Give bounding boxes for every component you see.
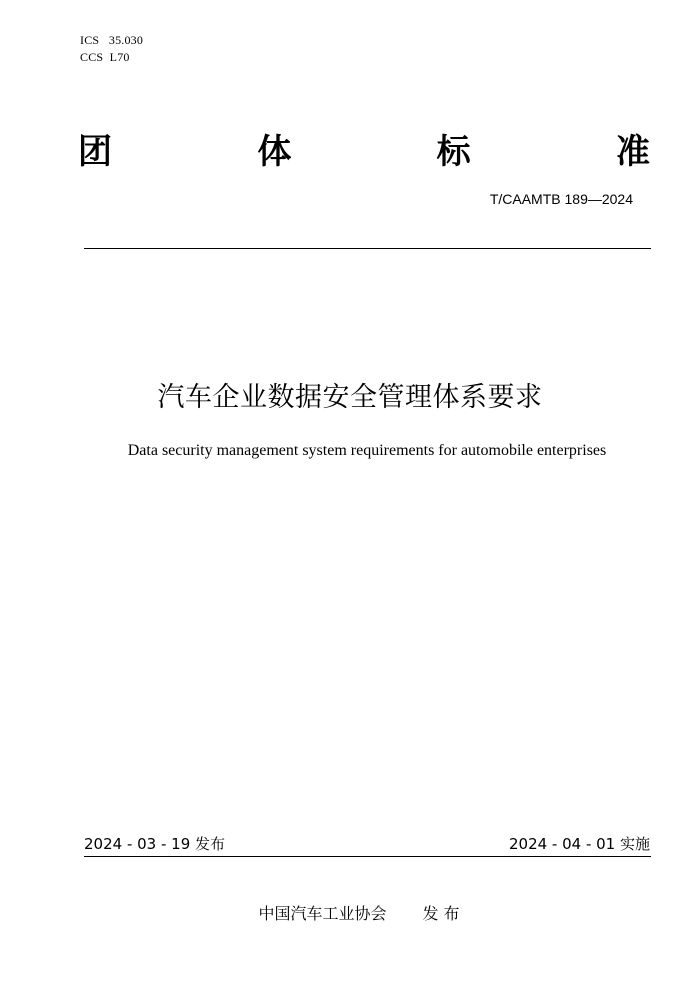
- title-chinese: 汽车企业数据安全管理体系要求: [157, 382, 543, 413]
- bottom-divider: [84, 856, 651, 857]
- standard-type-char: 团: [78, 132, 112, 172]
- issue-date: 2024 - 03 - 19 发布: [84, 835, 226, 853]
- standard-type-char: 体: [257, 132, 292, 172]
- publisher-line: [0, 903, 700, 925]
- top-divider: [84, 248, 651, 249]
- standard-type-char: 准: [615, 132, 650, 172]
- ics-code: ICS 35.030: [80, 33, 144, 47]
- standard-number: T/CAAMTB 189—2024: [489, 191, 633, 207]
- standard-type-heading: [78, 130, 650, 174]
- title-english: Data security management system requirements for automobile enterprises: [127, 442, 607, 459]
- standard-type-char: 标: [436, 132, 471, 172]
- publisher-action: 发 布: [422, 904, 460, 923]
- implementation-date: 2024 - 04 - 01 实施: [508, 835, 650, 853]
- ccs-code: CCS L70: [80, 50, 130, 64]
- publisher-name: 中国汽车工业协会: [258, 904, 387, 923]
